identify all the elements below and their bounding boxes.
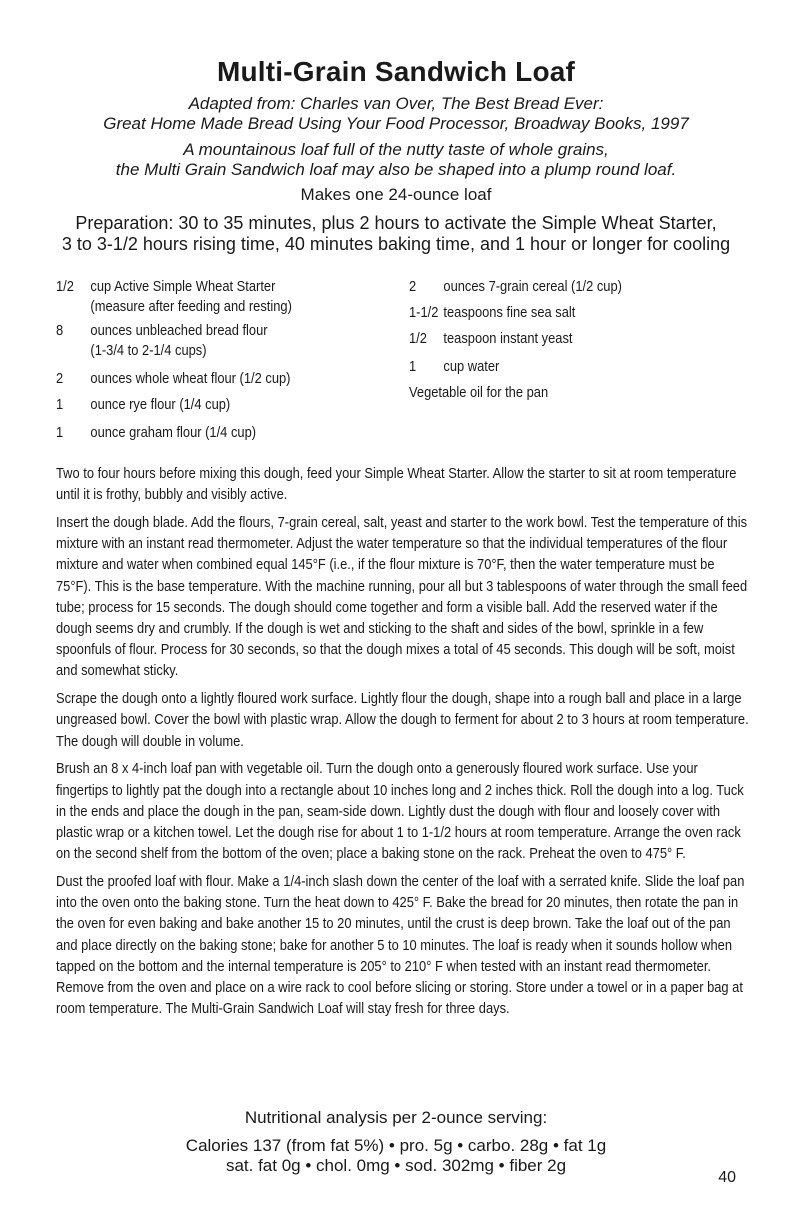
recipe-title: Multi-Grain Sandwich Loaf bbox=[216, 56, 576, 87]
method-paragraph-3: Scrape the dough onto a lightly floured work surface. Lightly flour the dough, shape into a rough ball and place in a large ungreased bowl. Cover the bowl with plastic wrap. Allow the dough to ferment for about 2 to 3 hours at room temperature. The dough will double in volume. bbox=[56, 690, 749, 750]
ingredient-text: cup water bbox=[443, 358, 500, 375]
yield-line: Makes one 24-ounce loaf bbox=[300, 185, 492, 204]
adapted-from-line-1: Adapted from: Charles van Over, The Best Bread Ever: bbox=[188, 94, 604, 113]
tagline-line-2: the Multi Grain Sandwich loaf may also be shaped into a plump round loaf. bbox=[115, 160, 677, 179]
ingredient-text: (1-3/4 to 2-1/4 cups) bbox=[90, 342, 207, 359]
ingredient-qty: 1/2 bbox=[409, 330, 427, 347]
ingredient-qty: 1-1/2 bbox=[409, 304, 439, 321]
ingredient-text: (measure after feeding and resting) bbox=[90, 298, 292, 315]
nutrition-heading: Nutritional analysis per 2-ounce serving: bbox=[244, 1108, 548, 1127]
ingredient-qty: 1 bbox=[409, 358, 417, 375]
ingredient-qty: 1/2 bbox=[56, 278, 74, 295]
ingredient-right-4 bbox=[409, 358, 499, 375]
tagline-line-1: A mountainous loaf full of the nutty taste of whole grains, bbox=[183, 140, 609, 159]
ingredient-text: ounces 7-grain cereal (1/2 cup) bbox=[443, 278, 622, 295]
ingredient-left-7 bbox=[56, 424, 256, 441]
ingredient-text: teaspoons fine sea salt bbox=[443, 304, 576, 321]
method-text bbox=[56, 463, 751, 1026]
method-paragraph-4: Brush an 8 x 4-inch loaf pan with vegetable oil. Turn the dough onto a generously floured work surface. Use your fingertips to lightly pat the dough into a rectangle about 10 inches long and 2 inches thick. Roll the dough into a log. Tuck in the ends and place the dough in the pan, seam-side down. Lightly dust the dough with flour and loosely cover with plastic wrap or a kitchen towel. Let the dough rise for about 1 to 1-1/2 hours at room temperature. Arrange the oven rack on the second shelf from the bottom of the oven; place a baking stone on the rack. Preheat the oven to 475° F. bbox=[56, 760, 744, 863]
preparation-line-2: 3 to 3-1/2 hours rising time, 40 minutes baking time, and 1 hour or longer for cooling bbox=[61, 234, 731, 254]
adapted-from-line-2: Great Home Made Bread Using Your Food Processor, Broadway Books, 1997 bbox=[103, 114, 689, 133]
method-paragraph-5: Dust the proofed loaf with flour. Make a 1/4-inch slash down the center of the loaf with a serrated knife. Slide the loaf pan into the oven onto the baking stone. Turn the heat down to 425° F. Bake the bread for 20 minutes, then rotate the pan in the oven for even baking and bake another 15 to 20 minutes, until the crust is deep brown. Take the loaf out of the pan and place directly on the baking stone; bake for another 5 to 10 minutes. The loaf is ready when it sounds hollow when tapped on the bottom and the internal temperature is 205° to 210° F when tested with an instant read thermometer. Remove from the oven and place on a wire rack to cool before slicing or storing. Store under a towel or in a paper bag at room temperature. The Multi-Grain Sandwich Loaf will stay fresh for three days. bbox=[56, 873, 745, 1018]
ingredient-qty: 1 bbox=[56, 396, 64, 413]
ingredient-right-1 bbox=[409, 278, 622, 295]
ingredient-text: teaspoon instant yeast bbox=[443, 330, 573, 347]
ingredient-text: ounce graham flour (1/4 cup) bbox=[90, 424, 257, 441]
ingredient-left-3 bbox=[56, 322, 268, 339]
ingredient-left-1 bbox=[56, 278, 275, 295]
ingredient-text: ounces unbleached bread flour bbox=[90, 322, 268, 339]
ingredient-text: cup Active Simple Wheat Starter bbox=[90, 278, 276, 295]
ingredient-qty: 1 bbox=[56, 424, 64, 441]
ingredient-left-4 bbox=[56, 342, 207, 359]
page-number: 40 bbox=[718, 1169, 736, 1186]
ingredient-text: ounce rye flour (1/4 cup) bbox=[90, 396, 231, 413]
ingredient-right-5 bbox=[409, 384, 548, 401]
ingredient-qty: 8 bbox=[56, 322, 64, 339]
nutrition-line-2: sat. fat 0g • chol. 0mg • sod. 302mg • fiber 2g bbox=[225, 1156, 567, 1175]
method-paragraph-1: Two to four hours before mixing this dough, feed your Simple Wheat Starter. Allow the starter to sit at room temperature until it is frothy, bubbly and visibly active. bbox=[56, 465, 737, 504]
ingredient-qty: 2 bbox=[56, 370, 64, 387]
nutrition-line-1: Calories 137 (from fat 5%) • pro. 5g • carbo. 28g • fat 1g bbox=[185, 1136, 607, 1155]
preparation-line-1: Preparation: 30 to 35 minutes, plus 2 hours to activate the Simple Wheat Starter, bbox=[75, 213, 717, 233]
ingredient-qty: 2 bbox=[409, 278, 417, 295]
ingredient-text: Vegetable oil for the pan bbox=[409, 384, 549, 401]
method-paragraph-2: Insert the dough blade. Add the flours, 7-grain cereal, salt, yeast and starter to the work bowl. Test the temperature of this mixture with an instant read thermometer. Adjust the water temperature so that the individual temperatures of the flour mixture and water when combined equal 145°F (i.e., if the flour mixture is 70°F, then the water temperature must be 75°F). This is the base temperature. With the machine running, pour all but 3 tablespoons of water through the small feed tube; process for 15 seconds. The dough should come together and form a visible ball. Add the reserved water if the dough seems dry and crumbly. If the dough is wet and sticking to the shaft and sides of the bowl, sprinkle in a few spoonfuls of flour. Process for 30 seconds, so that the dough mixes a total of 45 seconds. This dough will be soft, moist and somewhat sticky. bbox=[56, 514, 748, 680]
ingredient-left-6 bbox=[56, 396, 230, 413]
ingredient-left-2 bbox=[56, 298, 292, 315]
ingredient-text: ounces whole wheat flour (1/2 cup) bbox=[90, 370, 291, 387]
ingredient-right-3 bbox=[409, 330, 572, 347]
ingredient-right-2 bbox=[409, 304, 575, 321]
ingredient-left-5 bbox=[56, 370, 290, 387]
